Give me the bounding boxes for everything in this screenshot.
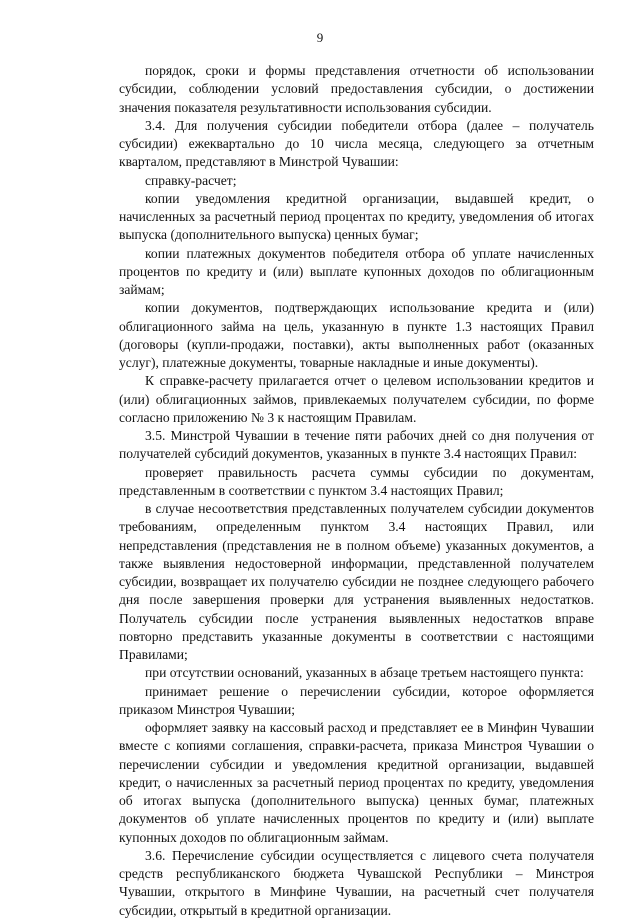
paragraph-3-6: 3.6. Перечисление субсидии осуществляется с лицевого счета получателя средств республиканского бюджета Чувашской Республики – Минстроя Чувашии, открытого в Минфине Чувашии, на расчетный счет получателя субсидии, открытый в кредитной организации.: [119, 847, 594, 918]
paragraph-verifies-calculation: проверяет правильность расчета суммы субсидии по документам, представленным в соответствии с пунктом 3.4 настоящих Правил;: [119, 464, 594, 498]
paragraph-3-5: 3.5. Минстрой Чувашии в течение пяти рабочих дней со дня получения от получателей субсидий документов, указанных в пункте 3.4 настоящих Правил:: [119, 428, 594, 462]
paragraph-loan-use-documents: копии документов, подтверждающих использование кредита и (или) облигационного займа на цель, указанную в пункте 1.3 настоящих Правил (договоры (купли-продажи, поставки), акты выполненных работ (оказанных услуг), платежные документы, товарные накладные и иные документы).: [119, 300, 594, 370]
paragraph-nonconformity: в случае несоответствия представленных получателем субсидии документов требованиям, определенным пунктом 3.4 настоящих Правил, или непредставления (представления не в полном объеме) указанных документов, а также выявления недостоверной информации, представленной получателем субсидии, возвращает их получателю субсидии не позднее следующего рабочего дня после завершения проверки для устранения выявленных недостатков. Получатель субсидии после устранения выявленных недостатков вправе повторно представить указанные документы в соответствии с настоящими Правилами;: [119, 501, 594, 662]
paragraph-absence-of-grounds: при отсутствии оснований, указанных в абзаце третьем настоящего пункта:: [145, 665, 584, 681]
page-number: 9: [316, 30, 324, 45]
paragraph-bank-notice-copies: копии уведомления кредитной организации, выдавшей кредит, о начисленных за расчетный период процентах по кредиту, уведомления об итогах выпуска (дополнительного выпуска) ценных бумаг;: [119, 190, 594, 243]
paragraph-cash-request: оформляет заявку на кассовый расход и представляет ее в Минфин Чувашии вместе с копиями соглашения, справки-расчета, приказа Минстроя Чувашии о перечислении субсидии и уведомления кредитной организации, выдавшей кредит, о начисленных за расчетный период процентах по кредиту, уведомления об итогах выпуска (дополнительного выпуска) ценных бумаг, платежных документов об уплате начисленных процентов по кредиту и (или) выплате купонных доходов по облигационным займам.: [119, 720, 594, 845]
paragraph-reporting-order: порядок, сроки и формы представления отчетности об использовании субсидии, соблюдении условий предоставления субсидии, о достижении значения показателя результативности использования субсидии.: [119, 63, 594, 115]
document-body: [119, 62, 594, 920]
paragraph-3-4: 3.4. Для получения субсидии победители отбора (далее – получатель субсидии) ежеквартально до 10 числа месяца, следующего за отчетным кварталом, представляют в Минстрой Чувашии:: [119, 117, 594, 170]
paragraph-calculation-certificate: справку-расчет;: [145, 172, 237, 188]
paragraph-report-attachment: К справке-расчету прилагается отчет о целевом использовании кредитов и (или) облигационных займов, привлекаемых получателем субсидии, по форме согласно приложению № 3 к настоящим Правилам.: [119, 373, 594, 425]
paragraph-payment-documents: копии платежных документов победителя отбора об уплате начисленных процентов по кредиту и (или) выплате купонных доходов по облигационным займам;: [119, 245, 594, 297]
paragraph-transfer-decision: принимает решение о перечислении субсидии, которое оформляется приказом Минстроя Чувашии;: [119, 683, 594, 717]
